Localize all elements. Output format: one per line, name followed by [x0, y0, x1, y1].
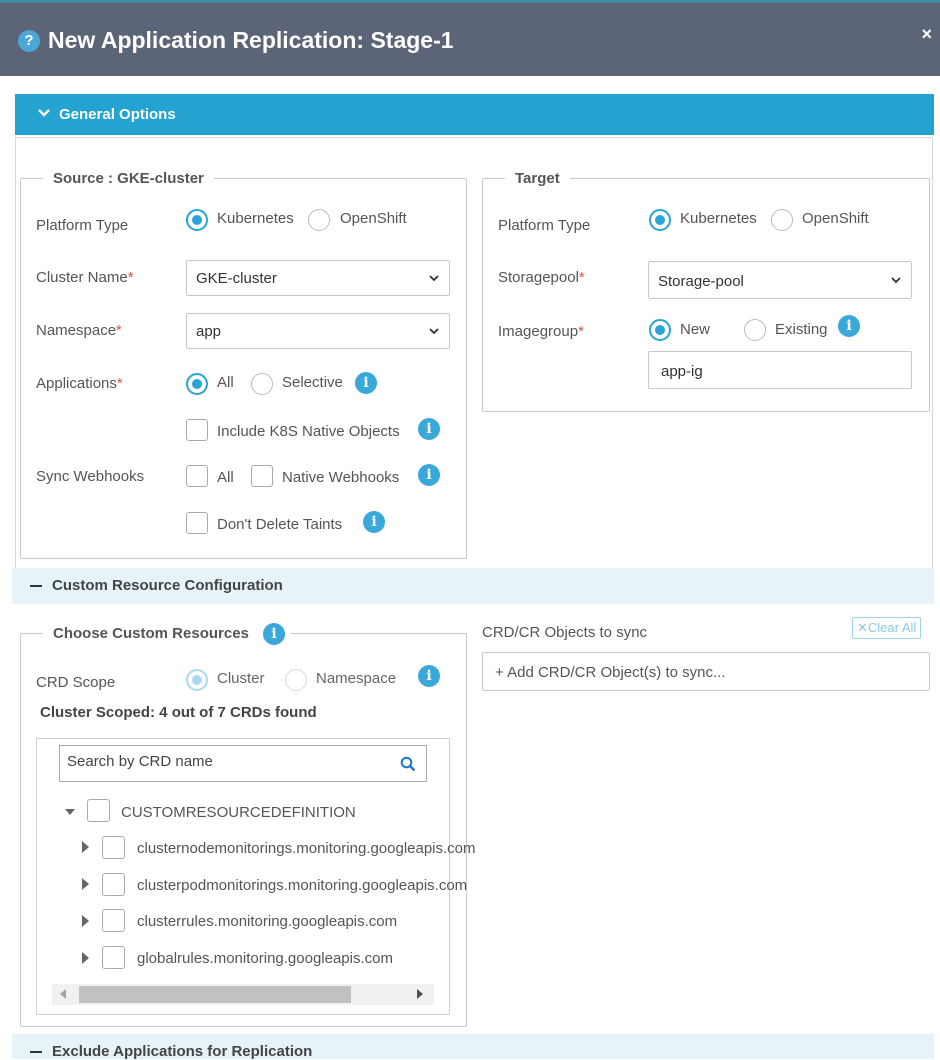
info-icon[interactable]: i: [263, 623, 285, 645]
imagegroup-existing-radio[interactable]: [744, 319, 766, 341]
target-kubernetes-radio[interactable]: [649, 209, 671, 231]
target-kubernetes-label[interactable]: Kubernetes: [680, 210, 757, 227]
custom-resource-label: Custom Resource Configuration: [52, 577, 283, 594]
source-openshift-label[interactable]: OpenShift: [340, 210, 407, 227]
close-icon: ✕: [857, 620, 868, 635]
tree-item-checkbox[interactable]: [102, 909, 125, 932]
imagegroup-existing-label[interactable]: Existing: [775, 321, 828, 338]
tree-root-checkbox[interactable]: [87, 799, 110, 822]
tree-item-checkbox[interactable]: [102, 836, 125, 859]
storagepool-value: Storage-pool: [658, 273, 744, 290]
scrollbar-thumb[interactable]: [79, 986, 351, 1003]
info-icon[interactable]: i: [355, 372, 377, 394]
storagepool-label: Storagepool*: [498, 269, 585, 286]
crd-search-placeholder: Search by CRD name: [67, 753, 213, 770]
dialog-title: New Application Replication: Stage-1: [48, 27, 454, 53]
scroll-left-icon[interactable]: [60, 989, 66, 999]
tree-item-checkbox[interactable]: [102, 946, 125, 969]
storagepool-select[interactable]: [648, 261, 912, 299]
tree-item-label: clusternodemonitorings.monitoring.googleapis.com: [137, 840, 476, 857]
namespace-select[interactable]: [186, 313, 450, 349]
help-icon[interactable]: ?: [18, 30, 40, 52]
chevron-down-icon[interactable]: [37, 106, 51, 120]
add-crd-objects-input[interactable]: [482, 652, 930, 691]
tree-item-label: globalrules.monitoring.googleapis.com: [137, 950, 393, 967]
source-kubernetes-radio[interactable]: [186, 209, 208, 231]
source-openshift-radio[interactable]: [308, 209, 330, 231]
chevron-down-icon: [429, 273, 439, 283]
namespace-label: Namespace*: [36, 322, 122, 339]
custom-resource-header[interactable]: [12, 568, 934, 604]
info-icon[interactable]: i: [363, 511, 385, 533]
tree-item-checkbox[interactable]: [102, 873, 125, 896]
info-icon[interactable]: i: [418, 665, 440, 687]
tree-expand-icon[interactable]: [82, 952, 89, 964]
tree-item-label: clusterrules.monitoring.googleapis.com: [137, 913, 398, 930]
include-native-checkbox[interactable]: [186, 419, 208, 441]
native-webhooks-label[interactable]: Native Webhooks: [282, 469, 400, 486]
choose-custom-resources-legend: Choose Custom Resources: [53, 625, 249, 642]
search-icon[interactable]: [400, 756, 416, 772]
close-icon[interactable]: ×: [921, 24, 932, 44]
applications-all-radio[interactable]: [186, 373, 208, 395]
target-openshift-radio[interactable]: [771, 209, 793, 231]
imagegroup-new-radio[interactable]: [649, 319, 671, 341]
imagegroup-label: Imagegroup*: [498, 323, 584, 340]
scope-namespace-radio[interactable]: [285, 669, 307, 691]
include-native-label[interactable]: Include K8S Native Objects: [217, 423, 400, 440]
applications-selective-label[interactable]: Selective: [282, 374, 343, 391]
imagegroup-new-label[interactable]: New: [680, 321, 711, 338]
scope-cluster-radio[interactable]: [186, 669, 208, 691]
cluster-name-label: Cluster Name*: [36, 269, 134, 286]
source-legend: Source : GKE-cluster: [53, 170, 204, 187]
applications-selective-radio[interactable]: [251, 373, 273, 395]
applications-label: Applications*: [36, 375, 123, 392]
collapse-icon[interactable]: [30, 1051, 42, 1053]
exclude-applications-header[interactable]: [12, 1034, 934, 1059]
cluster-name-select[interactable]: [186, 260, 450, 296]
info-icon[interactable]: i: [418, 418, 440, 440]
scope-cluster-label[interactable]: Cluster: [217, 670, 265, 687]
tree-expand-icon[interactable]: [65, 809, 75, 815]
namespace-value: app: [196, 323, 222, 340]
target-platform-label: Platform Type: [498, 217, 591, 234]
tree-root-label: CUSTOMRESOURCEDEFINITION: [121, 804, 356, 821]
source-kubernetes-label[interactable]: Kubernetes: [217, 210, 294, 227]
sync-webhooks-label: Sync Webhooks: [36, 468, 145, 485]
sync-all-checkbox[interactable]: [186, 465, 208, 487]
general-options-label: General Options: [59, 106, 176, 123]
imagegroup-name-input[interactable]: [648, 351, 912, 389]
applications-all-label[interactable]: All: [217, 374, 234, 391]
general-options-header[interactable]: [15, 94, 934, 135]
dont-delete-taints-checkbox[interactable]: [186, 512, 208, 534]
info-icon[interactable]: i: [838, 315, 860, 337]
imagegroup-name-value: app-ig: [661, 363, 703, 380]
scroll-right-icon[interactable]: [417, 989, 423, 999]
target-openshift-label[interactable]: OpenShift: [802, 210, 869, 227]
clear-all-button[interactable]: [852, 617, 921, 639]
dont-delete-taints-label[interactable]: Don't Delete Taints: [217, 516, 343, 533]
target-legend: Target: [515, 170, 560, 187]
info-icon[interactable]: i: [418, 464, 440, 486]
tree-expand-icon[interactable]: [82, 878, 89, 890]
scope-namespace-label[interactable]: Namespace: [316, 670, 397, 687]
chevron-down-icon: [891, 275, 901, 285]
crd-objects-label: CRD/CR Objects to sync: [482, 624, 648, 641]
tree-expand-icon[interactable]: [82, 841, 89, 853]
sync-all-label[interactable]: All: [217, 469, 234, 486]
tree-expand-icon[interactable]: [82, 915, 89, 927]
exclude-applications-label: Exclude Applications for Replication: [52, 1043, 313, 1060]
crd-search-input[interactable]: [59, 745, 427, 782]
crd-found-count: Cluster Scoped: 4 out of 7 CRDs found: [40, 704, 317, 721]
add-crd-objects-placeholder: + Add CRD/CR Object(s) to sync...: [495, 664, 726, 681]
collapse-icon[interactable]: [30, 585, 42, 587]
clear-all-label: Clear All: [867, 620, 917, 635]
source-platform-label: Platform Type: [36, 217, 129, 234]
cluster-name-value: GKE-cluster: [196, 270, 277, 287]
crd-scope-label: CRD Scope: [36, 674, 116, 691]
chevron-down-icon: [429, 326, 439, 336]
tree-item-label: clusterpodmonitorings.monitoring.googleapis.com: [137, 877, 468, 894]
native-webhooks-checkbox[interactable]: [251, 465, 273, 487]
